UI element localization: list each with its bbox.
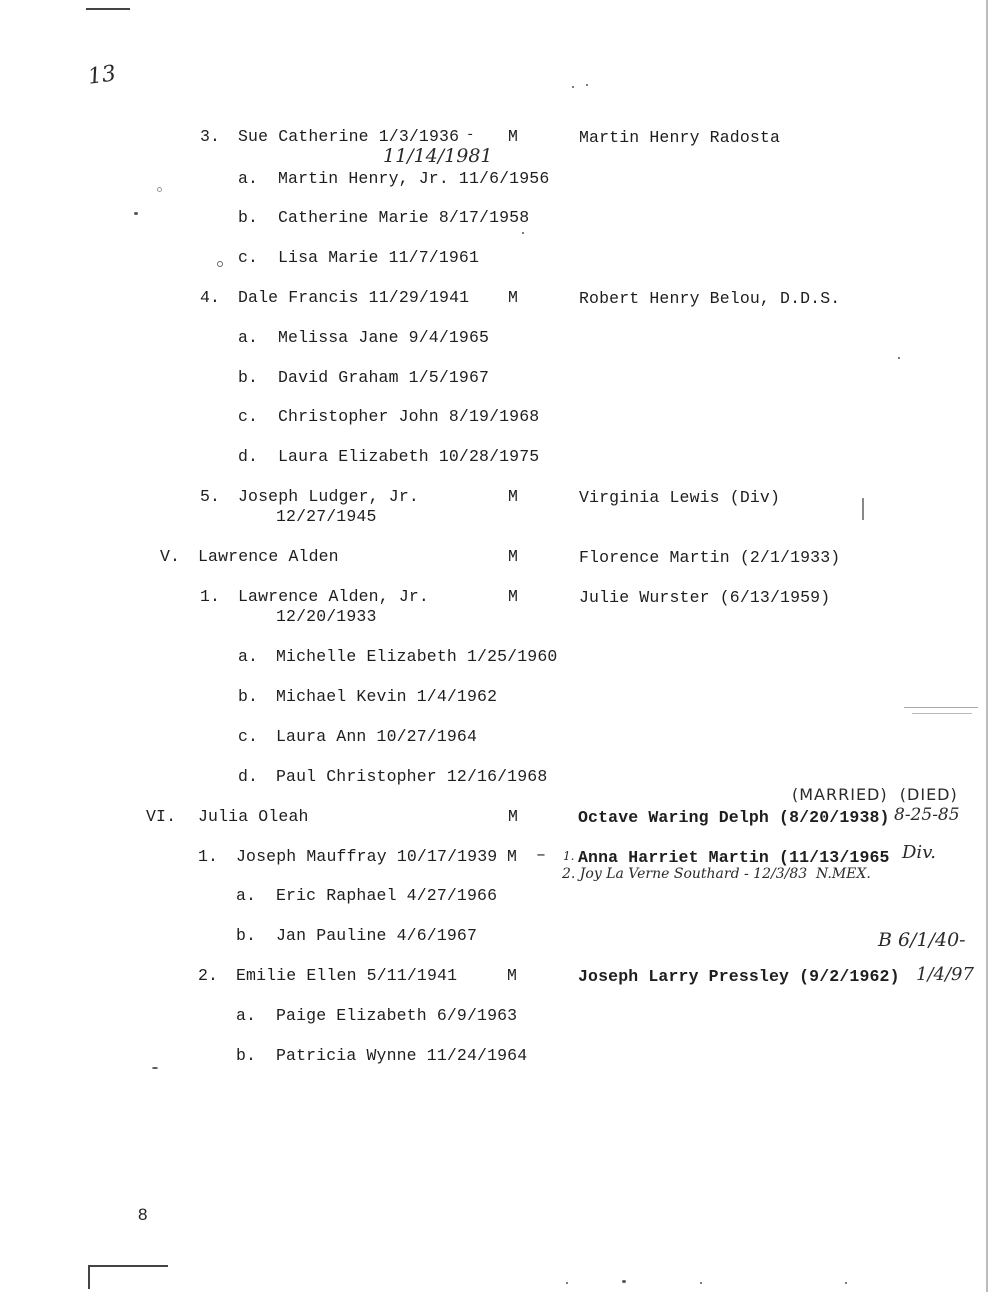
child-letter: a. [236, 886, 257, 905]
child-letter: a. [238, 328, 259, 347]
corner-rule-bottom-vertical [88, 1265, 90, 1289]
child-letter: a. [236, 1006, 257, 1025]
entry-relation: M [508, 127, 519, 146]
child-letter: b. [238, 368, 259, 387]
entry-spouse: Joseph Larry Pressley (9/2/1962) [578, 967, 900, 986]
entry-number: 1. [200, 587, 221, 606]
child-name: Catherine Marie 8/17/1958 [278, 208, 530, 227]
child-letter: d. [238, 447, 259, 466]
entry-spouse: Robert Henry Belou, D.D.S. [579, 289, 841, 308]
handwritten-first-marker: 1. [563, 849, 575, 863]
child-letter: b. [238, 208, 259, 227]
page-number: 8 [138, 1205, 148, 1224]
child-name: Christopher John 8/19/1968 [278, 407, 540, 426]
entry-name: Emilie Ellen 5/11/1941 [236, 966, 458, 985]
handwritten-death-date: 11/14/1981 [383, 145, 493, 167]
child-letter: b. [236, 1046, 257, 1065]
child-name: Michelle Elizabeth 1/25/1960 [276, 647, 558, 666]
scan-speck [622, 1280, 626, 1283]
entry-relation: M [508, 487, 519, 506]
child-name: Paul Christopher 12/16/1968 [276, 767, 548, 786]
child-name: Martin Henry, Jr. 11/6/1956 [278, 169, 550, 188]
child-name: Michael Kevin 1/4/1962 [276, 687, 498, 706]
scan-speck [157, 187, 162, 192]
handwritten-div: Div. [902, 842, 936, 863]
child-name: Laura Elizabeth 10/28/1975 [278, 447, 540, 466]
child-name: Lisa Marie 11/7/1961 [278, 248, 480, 267]
child-letter: a. [238, 169, 259, 188]
entry-relation: M [507, 966, 518, 985]
child-letter: c. [238, 248, 259, 267]
scan-speck [134, 212, 138, 215]
scan-edge-right [986, 0, 988, 1292]
child-letter: b. [238, 687, 259, 706]
entry-name: Lawrence Alden, Jr. [238, 587, 429, 606]
corner-handwritten-number: 13 [86, 61, 118, 90]
scan-speck [566, 1282, 568, 1284]
child-name: Laura Ann 10/27/1964 [276, 727, 478, 746]
entry-name: Lawrence Alden [198, 547, 339, 566]
scan-speck [845, 1282, 847, 1284]
entry-name: Joseph Ludger, Jr. [238, 487, 419, 506]
handwritten-second-marriage: 2. Joy La Verne Southard - 12/3/83 N.MEX. [562, 866, 871, 882]
entry-spouse: Octave Waring Delph (8/20/1938) [578, 808, 890, 827]
margin-mark [862, 498, 864, 520]
entry-name: Julia Oleah [198, 807, 309, 826]
margin-mark [912, 713, 972, 714]
entry-name-line2: 12/27/1945 [276, 507, 377, 526]
entry-spouse: Anna Harriet Martin (11/13/1965 [578, 848, 890, 867]
dash-mark: - [466, 127, 475, 143]
entry-relation: M [507, 847, 518, 866]
margin-mark [904, 707, 978, 708]
child-name: Jan Pauline 4/6/1967 [276, 926, 478, 945]
child-letter: b. [236, 926, 257, 945]
entry-name: Sue Catherine 1/3/1936 [238, 127, 460, 146]
scan-speck [700, 1282, 702, 1284]
entry-relation: M [508, 587, 519, 606]
entry-name: Dale Francis 11/29/1941 [238, 288, 470, 307]
handwritten-died-note: 1/4/97 [916, 964, 974, 985]
child-letter: a. [238, 647, 259, 666]
corner-rule-bottom [88, 1265, 168, 1267]
child-letter: c. [238, 407, 259, 426]
child-name: Paige Elizabeth 6/9/1963 [276, 1006, 518, 1025]
generation-number: V. [160, 547, 181, 566]
child-name: Melissa Jane 9/4/1965 [278, 328, 490, 347]
entry-spouse: Virginia Lewis (Div) [579, 488, 781, 507]
entry-relation: M [508, 288, 519, 307]
entry-relation: M [508, 807, 519, 826]
scan-speck [522, 232, 524, 234]
entry-number: 5. [200, 487, 221, 506]
scan-speck [152, 1067, 158, 1069]
scan-speck [898, 357, 900, 359]
entry-spouse: Julie Wurster (6/13/1959) [579, 588, 831, 607]
child-name: Eric Raphael 4/27/1966 [276, 886, 498, 905]
entry-number: 4. [200, 288, 221, 307]
generation-number: VI. [146, 807, 177, 826]
child-name: Patricia Wynne 11/24/1964 [276, 1046, 528, 1065]
handwritten-birth-note: B 6/1/40- [878, 929, 966, 951]
entry-number: 2. [198, 966, 219, 985]
entry-name: Joseph Mauffray 10/17/1939 [236, 847, 498, 866]
child-letter: d. [238, 767, 259, 786]
scan-speck [572, 86, 574, 88]
scan-speck [586, 84, 588, 86]
entry-name-line2: 12/20/1933 [276, 607, 377, 626]
entry-number: 1. [198, 847, 219, 866]
scan-speck [217, 261, 223, 267]
entry-number: 3. [200, 127, 221, 146]
entry-relation: M [508, 547, 519, 566]
child-name: David Graham 1/5/1967 [278, 368, 490, 387]
dash-mark: – [536, 845, 547, 864]
handwritten-died-date: 8-25-85 [894, 805, 960, 825]
child-letter: c. [238, 727, 259, 746]
handwritten-married-died: (MARRIED) (DIED) [792, 785, 958, 804]
entry-spouse: Florence Martin (2/1/1933) [579, 548, 841, 567]
entry-spouse: Martin Henry Radosta [579, 128, 781, 147]
corner-rule-top [86, 8, 130, 10]
